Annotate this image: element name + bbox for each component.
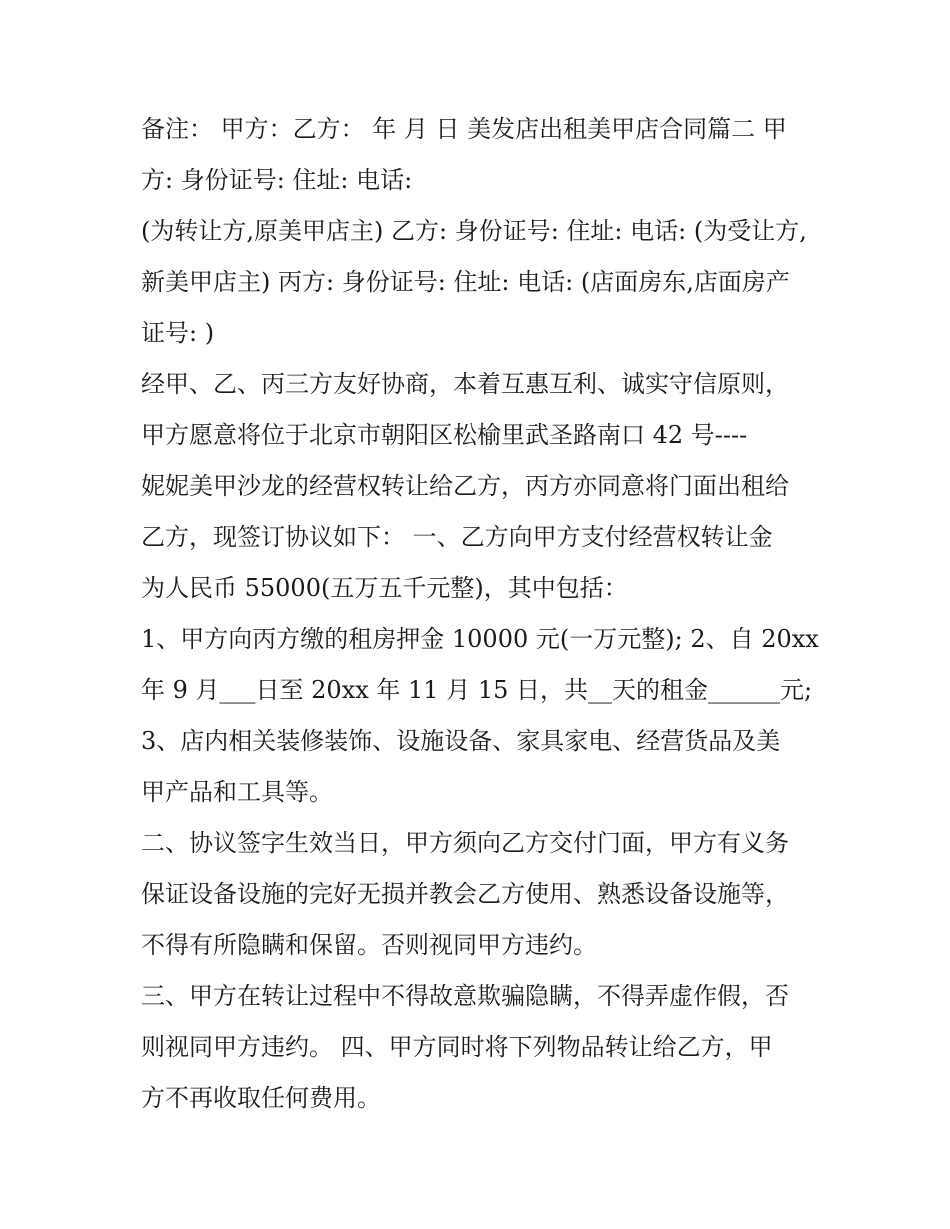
text-line: 不得有所隐瞒和保留。否则视同甲方违约。 (141, 931, 597, 959)
text-line: 方: 身份证号: 住址: 电话: (141, 166, 413, 194)
text-line: 经甲、乙、丙三方友好协商，本着互惠互利、诚实守信原则， (141, 370, 789, 398)
text-line: 妮妮美甲沙龙的经营权转让给乙方，丙方亦同意将门面出租给 (141, 472, 789, 500)
text-line: 新美甲店主) 丙方: 身份证号: 住址: 电话: (店面房东,店面房产 (141, 268, 790, 296)
text-line: 1、甲方向丙方缴的租房押金 10000 元(一万元整); 2、自 20xx (141, 625, 819, 653)
text-line: 二、协议签字生效当日，甲方须向乙方交付门面，甲方有义务 (141, 829, 789, 857)
text-line: 3、店内相关装修装饰、设施设备、家具家电、经营货品及美 (141, 727, 781, 755)
text-line: 三、甲方在转让过程中不得故意欺骗隐瞒，不得弄虚作假，否 (141, 982, 789, 1010)
text-line: 甲方愿意将位于北京市朝阳区松榆里武圣路南口 42 号---- (141, 421, 748, 449)
text-line: 则视同甲方违约。 四、甲方同时将下列物品转让给乙方，甲 (141, 1033, 773, 1061)
text-line: 方不再收取任何费用。 (141, 1084, 381, 1112)
text-line: 保证设备设施的完好无损并教会乙方使用、熟悉设备设施等， (141, 880, 789, 908)
text-line: 年 9 月___日至 20xx 年 11 月 15 日，共__天的租金______元; (141, 676, 813, 704)
text-line: 为人民币 55000(五万五千元整)，其中包括： (141, 574, 628, 602)
text-line: 乙方，现签订协议如下： 一、乙方向甲方支付经营权转让金 (141, 523, 773, 551)
document-body (141, 104, 819, 1124)
text-line: 备注： 甲方：乙方： 年 月 日 美发店出租美甲店合同篇二 甲 (141, 115, 787, 143)
text-line: 甲产品和工具等。 (141, 778, 333, 806)
text-line: 证号: ) (141, 319, 215, 347)
text-line: (为转让方,原美甲店主) 乙方: 身份证号: 住址: 电话: (为受让方, (141, 217, 807, 245)
